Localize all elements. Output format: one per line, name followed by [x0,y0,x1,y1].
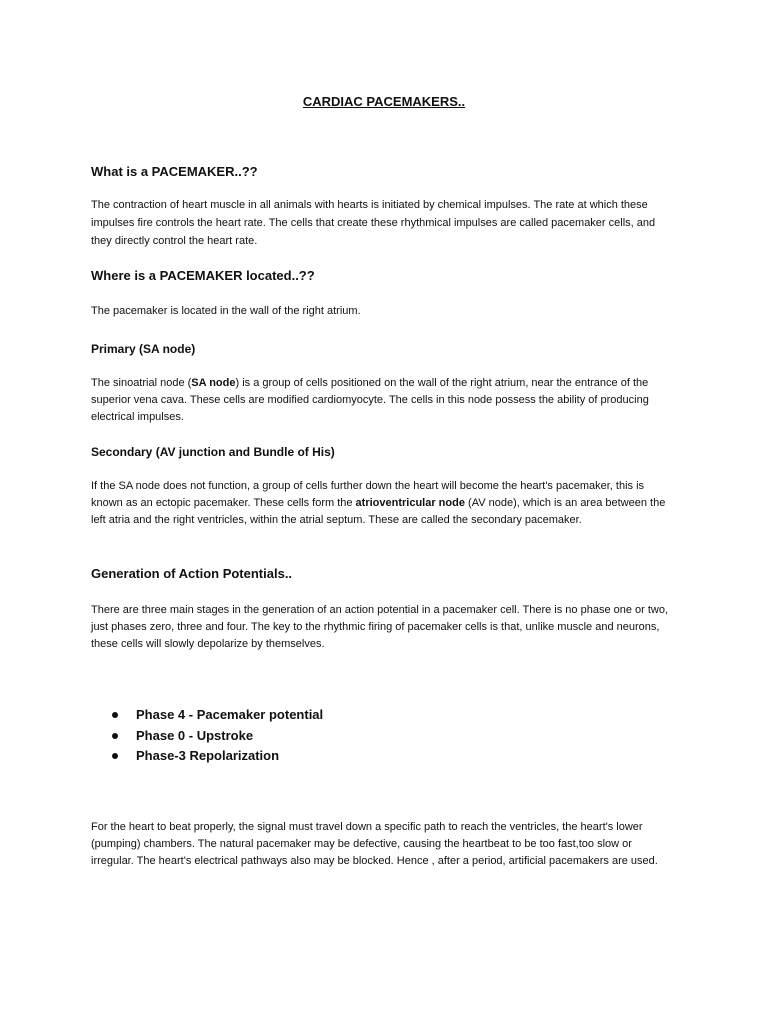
document-title: CARDIAC PACEMAKERS.. [302,94,466,109]
paragraph-primary-sa-node: The sinoatrial node (SA node) is a group of cells positioned on the wall of the right atrium, near the entrance of the superior vena cava. These cells are modified cardiomyocyte. The cells in this node possess the ability of producing electrical impulses. [91,377,649,423]
phases-list [112,705,323,767]
heading-primary-sa-node: Primary (SA node) [91,342,196,356]
list-item: Phase 4 - Pacemaker potential [112,705,323,726]
bullet-icon [112,712,118,718]
sa-node-term: SA node [191,377,236,389]
heading-where-pacemaker-located: Where is a PACEMAKER located..?? [91,268,315,283]
paragraph-what-is-pacemaker: The contraction of heart muscle in all animals with hearts is initiated by chemical impulses. The rate at which these impulses fire controls the heart rate. The cells that create these rhythmical impulses are called pacemaker cells, and they directly control the heart rate. [91,199,656,247]
paragraph-where-pacemaker-located: The pacemaker is located in the wall of the right atrium. [91,305,361,317]
list-item: Phase-3 Repolarization [112,746,323,767]
paragraph-generation-action-potentials: There are three main stages in the generation of an action potential in a pacemaker cell. There is no phase one or two, just phases zero, three and four. The key to the rhythmic firing of pacemaker cells is that, unlike muscle and neurons, these cells will slowly depolarize by themselves. [91,604,669,650]
heading-secondary-av-junction: Secondary (AV junction and Bundle of His) [91,445,335,459]
paragraph-secondary-av-junction: If the SA node does not function, a group of cells further down the heart will become the heart's pacemaker, this is known as an ectopic pacemaker. These cells form the atrioventricular node (AV node), which is an area between the left atria and the right ventricles, within the atrial septum. These are called the secondary pacemaker. [91,480,666,526]
heading-generation-action-potentials: Generation of Action Potentials.. [91,566,293,581]
bullet-icon [112,733,118,739]
list-item: Phase 0 - Upstroke [112,726,323,747]
paragraph-closing: For the heart to beat properly, the signal must travel down a specific path to reach the ventricles, the heart's lower (pumping) chambers. The natural pacemaker may be defective, causing the heartbeat to be too fast,too slow or irregular. The heart's electrical pathways also may be blocked. Hence , after a period, artificial pacemakers are used. [91,821,658,867]
bullet-icon [112,753,118,759]
heading-what-is-pacemaker: What is a PACEMAKER..?? [91,164,258,179]
atrioventricular-node-term: atrioventricular node [355,497,465,509]
